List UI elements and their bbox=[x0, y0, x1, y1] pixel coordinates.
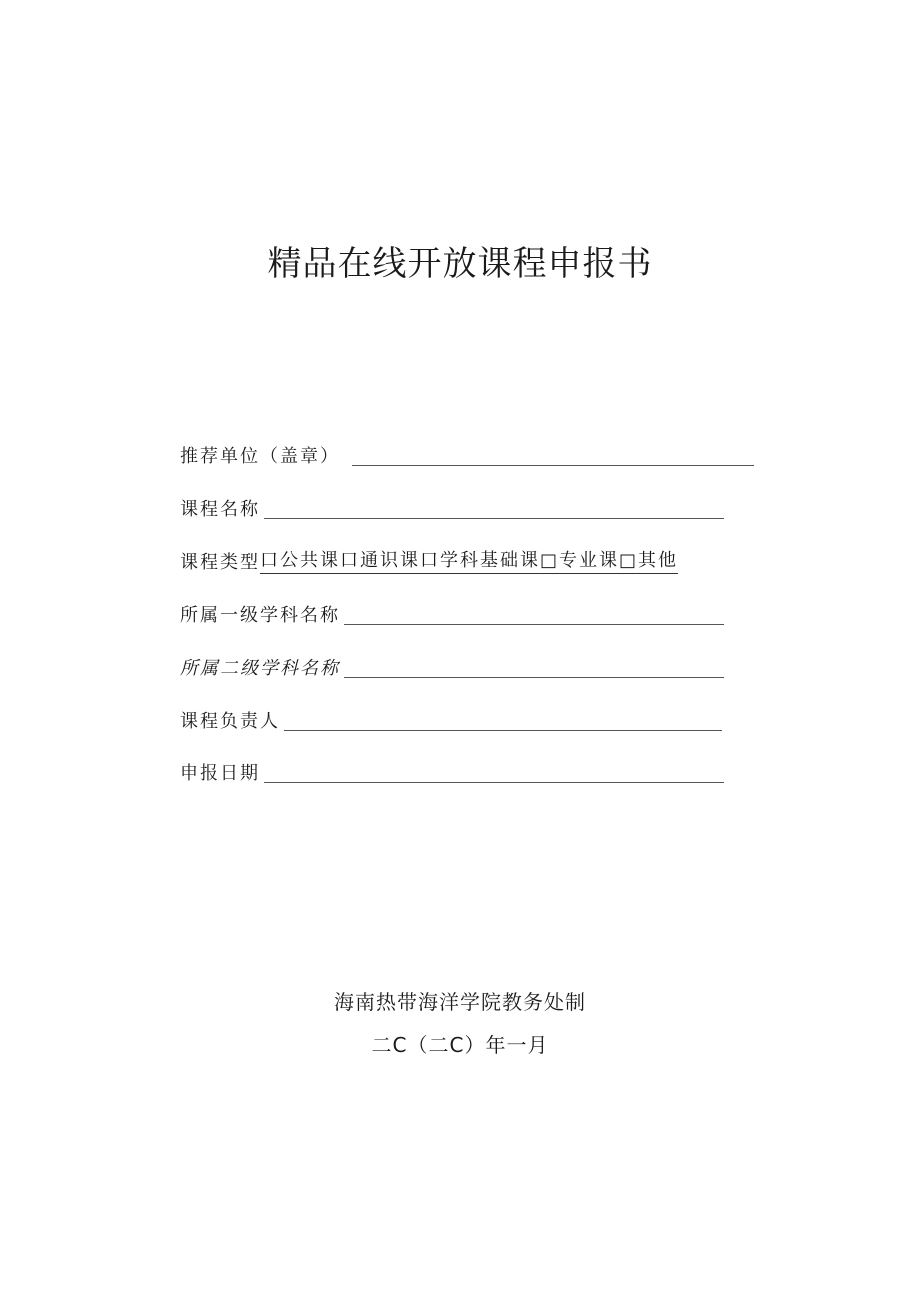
field-apply-date bbox=[180, 755, 724, 785]
field-secondary-discipline bbox=[180, 650, 724, 680]
course-type-options[interactable]: 口公共课口通识课口学科基础课□专业课□其他 bbox=[260, 550, 678, 574]
blank-line[interactable] bbox=[352, 443, 754, 466]
field-label: 所属二级学科名称 bbox=[180, 658, 340, 679]
blank-line[interactable] bbox=[264, 496, 724, 519]
date-line: 二C（二C）年一月 bbox=[371, 1033, 549, 1057]
blank-line[interactable] bbox=[344, 602, 724, 625]
field-course-type bbox=[180, 544, 678, 574]
field-course-leader bbox=[180, 703, 722, 733]
field-recommend-unit bbox=[180, 438, 754, 468]
field-label: 课程类型 bbox=[180, 552, 260, 573]
field-label: 课程负责人 bbox=[180, 711, 280, 732]
issuer: 海南热带海洋学院教务处制 bbox=[334, 990, 586, 1014]
blank-line[interactable] bbox=[284, 708, 722, 731]
field-label: 课程名称 bbox=[180, 499, 260, 520]
field-course-name bbox=[180, 491, 724, 521]
blank-line[interactable] bbox=[264, 760, 724, 783]
field-label: 申报日期 bbox=[180, 763, 260, 784]
field-label: 所属一级学科名称 bbox=[180, 605, 340, 626]
document-title: 精品在线开放课程申报书 bbox=[267, 244, 653, 284]
field-label: 推荐单位（盖章） bbox=[180, 446, 340, 467]
field-primary-discipline bbox=[180, 597, 724, 627]
blank-line[interactable] bbox=[344, 655, 724, 678]
